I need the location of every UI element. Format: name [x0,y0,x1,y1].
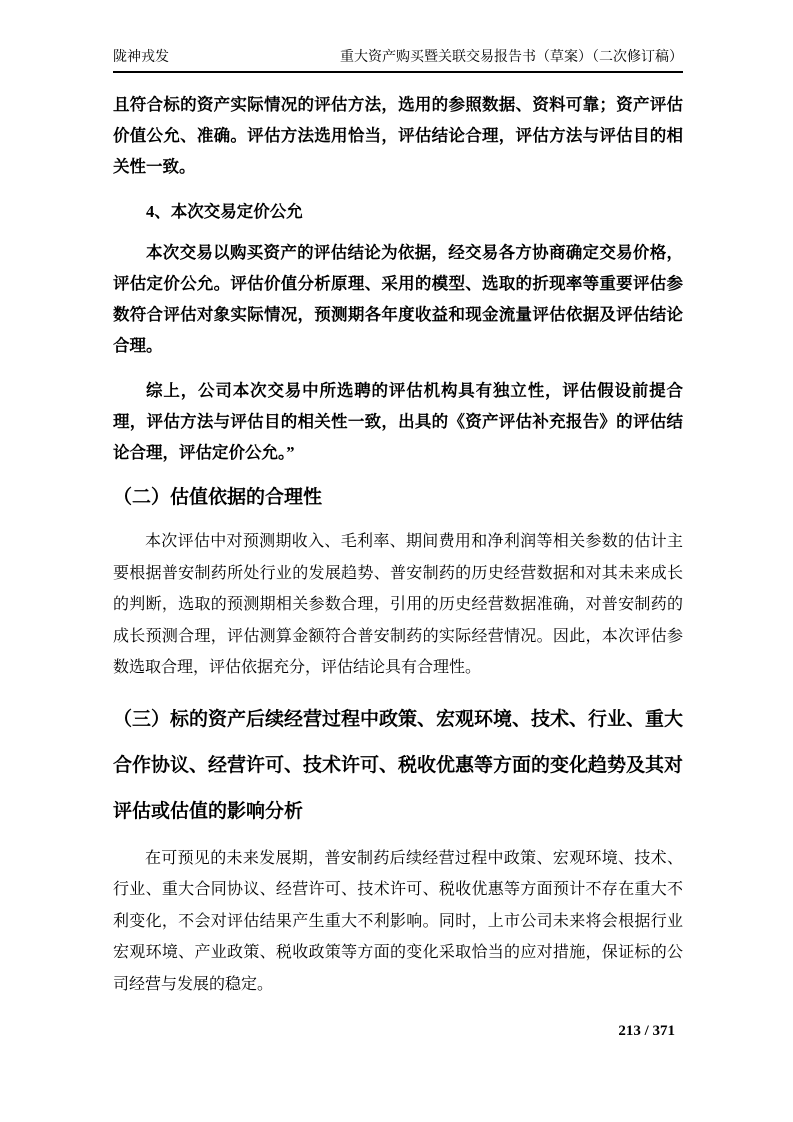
document-body [113,89,683,1000]
heading-section-2-valuation-basis: （二）估值依据的合理性 [113,487,323,508]
page-number: 213 / 371 [618,1023,675,1039]
paragraph-conclusion-quote: 综上，公司本次交易中所选聘的评估机构具有独立性，评估假设前提合理，评估方法与评估目的相关性一致，出具的《资产评估补充报告》的评估结论合理，评估定价公允。” [113,381,683,462]
paragraph-evaluation-method-continuation: 且符合标的资产实际情况的评估方法，选用的参照数据、资料可靠；资产评估价值公允、准确。评估方法选用恰当，评估结论合理，评估方法与评估目的相关性一致。 [113,95,683,176]
paragraph-section-2-valuation-basis: 本次评估中对预测期收入、毛利率、期间费用和净利润等相关参数的估计主要根据普安制药所处行业的发展趋势、普安制药的历史经营数据和对其未来成长的判断，选取的预测期相关参数合理，引用的历史经营数据准确，对普安制药的成长预测合理，评估测算金额符合普安制药的实际经营情况。因此，本次评估参数选取合理，评估依据充分，评估结论具有合理性。 [113,533,683,676]
header-company-name: 陇神戎发 [113,50,169,65]
paragraph-pricing-fairness: 本次交易以购买资产的评估结论为依据，经交易各方协商确定交易价格，评估定价公允。评估价值分析原理、采用的模型、选取的折现率等重要评估参数符合评估对象实际情况，预测期各年度收益和现金流量评估依据及评估结论合理。 [113,243,683,355]
heading-item-4-pricing-fairness: 4、本次交易定价公允 [146,202,303,221]
page-header [113,48,683,73]
header-report-title: 重大资产购买暨关联交易报告书（草案）（二次修订稿） [340,50,683,65]
paragraph-section-3-trend-analysis: 在可预见的未来发展期，普安制药后续经营过程中政策、宏观环境、技术、行业、重大合同协议、经营许可、技术许可、税收优惠等方面预计不存在重大不利变化，不会对评估结果产生重大不利影响。同时，上市公司未来将会根据行业宏观环境、产业政策、税收政策等方面的变化采取恰当的应对措施，保证标的公司经营与发展的稳定。 [113,849,683,993]
heading-section-3-trend-analysis: （三）标的资产后续经营过程中政策、宏观环境、技术、行业、重大合作协议、经营许可、技术许可、税收优惠等方面的变化趋势及其对评估或估值的影响分析 [113,708,684,822]
